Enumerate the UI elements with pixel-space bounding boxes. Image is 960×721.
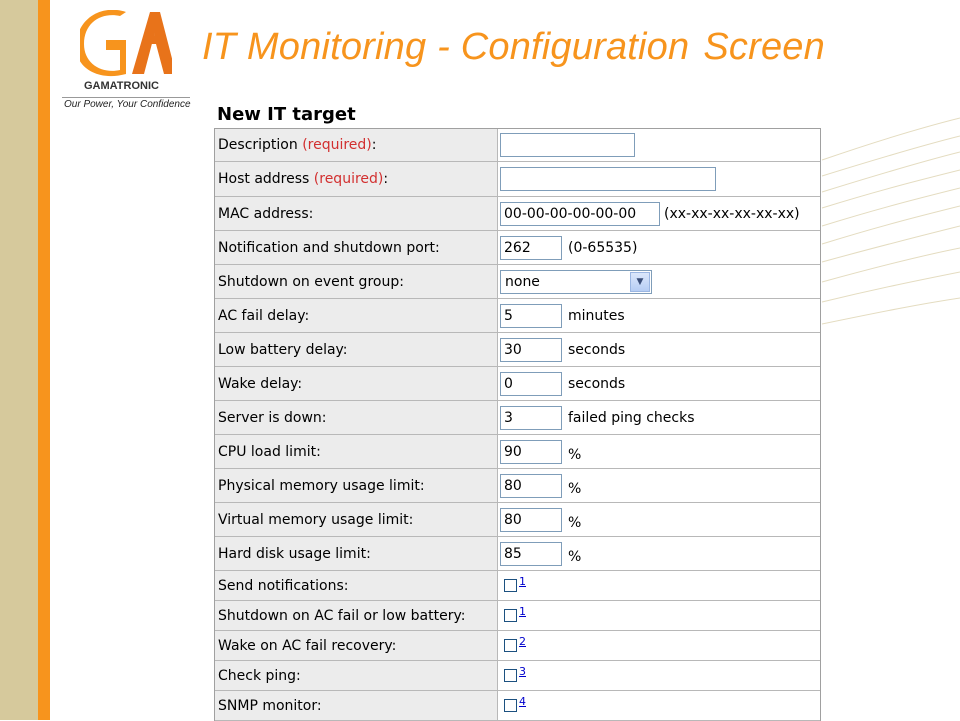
field-label-text: Shutdown on event group: (218, 273, 404, 290)
field-input-cell (498, 265, 820, 298)
text-field[interactable] (500, 202, 660, 226)
label-colon: : (371, 137, 377, 153)
field-input-cell (498, 631, 820, 660)
brand-tagline: Our Power, Your Confidence (64, 99, 191, 110)
form-row (215, 197, 820, 231)
field-label (215, 162, 498, 196)
ga-logo-icon (80, 10, 172, 78)
field-input-cell (498, 435, 820, 468)
field-input-cell (498, 367, 820, 400)
select-value: none (505, 273, 540, 290)
field-input-cell (498, 691, 820, 720)
field-input-cell (498, 661, 820, 690)
field-label (215, 503, 498, 536)
field-input-cell (498, 129, 820, 161)
field-label (215, 601, 498, 630)
required-marker: (required) (302, 137, 372, 153)
text-field[interactable] (500, 304, 562, 328)
field-label (215, 231, 498, 264)
event-group-select[interactable] (500, 270, 652, 294)
form-row (215, 469, 820, 503)
field-label-text: Wake on AC fail recovery: (218, 637, 397, 654)
form-row (215, 129, 820, 162)
field-label (215, 197, 498, 230)
field-label (215, 333, 498, 366)
form-row (215, 367, 820, 401)
field-label-text: Send notifications: (218, 577, 349, 594)
form-row (215, 299, 820, 333)
page-title-suffix: Screen (703, 26, 825, 68)
text-field[interactable] (500, 372, 562, 396)
chevron-down-icon[interactable]: ▼ (630, 272, 650, 292)
field-input-cell (498, 571, 820, 600)
field-input-cell (498, 469, 820, 502)
brand-name: GAMATRONIC (84, 80, 159, 92)
checkbox[interactable] (504, 609, 517, 622)
text-field[interactable] (500, 440, 562, 464)
field-label-text: CPU load limit: (218, 443, 321, 460)
checkbox[interactable] (504, 639, 517, 652)
field-label (215, 537, 498, 570)
field-input-cell (498, 162, 820, 196)
field-label-text: Host address (218, 171, 314, 187)
field-label-text: Check ping: (218, 667, 301, 684)
field-label-text: Low battery delay: (218, 341, 348, 358)
field-input-cell (498, 601, 820, 630)
field-label (215, 367, 498, 400)
field-label-text: Notification and shutdown port: (218, 239, 440, 256)
field-label-text: SNMP monitor: (218, 697, 322, 714)
field-label (215, 631, 498, 660)
field-label-text: MAC address: (218, 205, 314, 222)
field-input-cell (498, 503, 820, 536)
field-hint: seconds (568, 375, 626, 392)
field-label-text: Physical memory usage limit: (218, 477, 425, 494)
form-row (215, 231, 820, 265)
form-row (215, 162, 820, 197)
text-field[interactable] (500, 474, 562, 498)
field-hint: seconds (568, 341, 626, 358)
field-hint: (0-65535) (568, 239, 638, 256)
footnote-link[interactable]: 3 (519, 665, 526, 678)
field-input-cell (498, 231, 820, 264)
field-hint: % (568, 446, 582, 463)
form-row (215, 571, 820, 601)
label-colon: : (383, 171, 389, 187)
form-row (215, 537, 820, 571)
field-label-text: Wake delay: (218, 375, 303, 392)
form-row (215, 631, 820, 661)
footnote-link[interactable]: 2 (519, 635, 526, 648)
form-heading: New IT target (217, 104, 356, 125)
text-field[interactable] (500, 542, 562, 566)
field-hint: % (568, 514, 582, 531)
field-input-cell (498, 401, 820, 434)
required-marker: (required) (313, 171, 384, 187)
field-label (215, 299, 498, 332)
field-label-text: Hard disk usage limit: (218, 545, 371, 562)
text-field[interactable] (500, 508, 562, 532)
text-field[interactable] (500, 338, 562, 362)
field-hint: % (568, 480, 582, 497)
form-row (215, 503, 820, 537)
checkbox[interactable] (504, 669, 517, 682)
field-label (215, 469, 498, 502)
field-label-text: Server is down: (218, 409, 327, 426)
text-field[interactable] (500, 406, 562, 430)
text-field[interactable] (500, 236, 562, 260)
field-hint: failed ping checks (568, 409, 695, 426)
field-hint: minutes (568, 307, 625, 324)
form-row (215, 401, 820, 435)
field-label (215, 129, 498, 161)
field-label (215, 661, 498, 690)
field-label-text: Shutdown on AC fail or low battery: (218, 607, 466, 624)
logo-divider (62, 97, 190, 98)
field-label (215, 401, 498, 434)
checkbox[interactable] (504, 699, 517, 712)
field-label-text: AC fail delay: (218, 307, 310, 324)
footnote-link[interactable]: 4 (519, 695, 526, 708)
company-logo (62, 10, 192, 115)
form-row (215, 661, 820, 691)
page-title (202, 26, 825, 69)
text-field[interactable] (500, 133, 635, 157)
field-input-cell (498, 333, 820, 366)
form-row (215, 265, 820, 299)
text-field[interactable] (500, 167, 716, 191)
checkbox[interactable] (504, 579, 517, 592)
field-label (215, 691, 498, 720)
form-row (215, 435, 820, 469)
field-label (215, 265, 498, 298)
form-row (215, 333, 820, 367)
footnote-link[interactable]: 1 (519, 605, 526, 618)
field-label (215, 571, 498, 600)
footnote-link[interactable]: 1 (519, 575, 526, 588)
field-label (215, 435, 498, 468)
field-label-text: Virtual memory usage limit: (218, 511, 414, 528)
page-title-main: IT Monitoring - Configuration (202, 26, 690, 68)
field-input-cell (498, 537, 820, 570)
field-input-cell (498, 299, 820, 332)
form-row (215, 601, 820, 631)
field-label-text: Description (218, 137, 303, 153)
it-target-form (214, 128, 821, 721)
field-hint: % (568, 548, 582, 565)
form-row (215, 691, 820, 721)
field-hint: (xx-xx-xx-xx-xx-xx) (664, 205, 800, 222)
field-input-cell (498, 197, 820, 230)
